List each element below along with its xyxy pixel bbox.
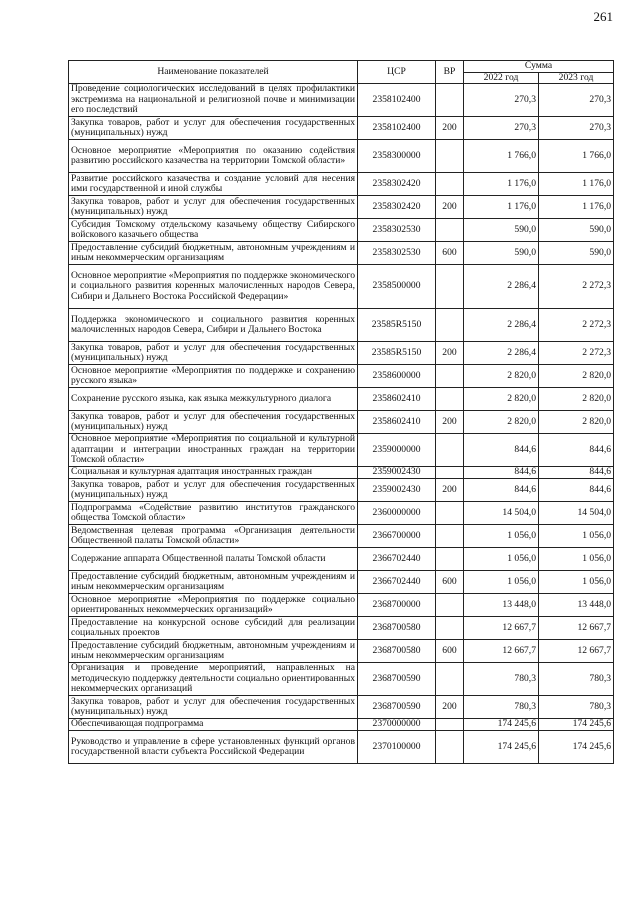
row-name: Предоставление на конкурсной основе субсидий для реализации социальных проектов bbox=[69, 617, 358, 640]
row-name: Основное мероприятие «Мероприятия по оказанию содействия развитию российского казачества на территории Томской области» bbox=[69, 140, 358, 173]
header-vr: ВР bbox=[436, 61, 464, 84]
budget-table bbox=[68, 60, 614, 764]
row-csr: 2366700000 bbox=[358, 525, 436, 548]
table-row bbox=[69, 696, 614, 719]
row-value-2023: 2 272,3 bbox=[539, 309, 614, 342]
table-row bbox=[69, 219, 614, 242]
table-row bbox=[69, 173, 614, 196]
row-name: Субсидия Томскому отдельскому казачьему обществу Сибирского войскового казачьего общества bbox=[69, 219, 358, 242]
row-name: Проведение социологических исследований в целях профилактики экстремизма на национальной и религиозной почве и минимизации его последствий bbox=[69, 84, 358, 117]
table-row bbox=[69, 365, 614, 388]
row-csr: 2368700580 bbox=[358, 640, 436, 663]
row-name: Поддержка экономического и социального развития коренных малочисленных народов Севера, Сибири и Дальнего Востока bbox=[69, 309, 358, 342]
table-row bbox=[69, 640, 614, 663]
row-value-2023: 1 176,0 bbox=[539, 173, 614, 196]
row-csr: 23585R5150 bbox=[358, 342, 436, 365]
row-vr bbox=[436, 84, 464, 117]
row-csr: 2370100000 bbox=[358, 731, 436, 764]
table-row bbox=[69, 502, 614, 525]
row-csr: 2358300000 bbox=[358, 140, 436, 173]
table-row bbox=[69, 411, 614, 434]
row-vr: 200 bbox=[436, 696, 464, 719]
row-csr: 2368700580 bbox=[358, 617, 436, 640]
row-csr: 2359002430 bbox=[358, 467, 436, 479]
row-value-2022: 1 176,0 bbox=[464, 196, 539, 219]
row-value-2022: 2 286,4 bbox=[464, 265, 539, 309]
row-value-2022: 13 448,0 bbox=[464, 594, 539, 617]
row-value-2023: 590,0 bbox=[539, 242, 614, 265]
row-value-2022: 12 667,7 bbox=[464, 640, 539, 663]
table-row bbox=[69, 140, 614, 173]
row-value-2023: 1 766,0 bbox=[539, 140, 614, 173]
table-row bbox=[69, 434, 614, 467]
row-vr: 600 bbox=[436, 571, 464, 594]
row-vr bbox=[436, 548, 464, 571]
row-value-2023: 14 504,0 bbox=[539, 502, 614, 525]
row-name: Руководство и управление в сфере установленных функций органов государственной власти субъекта Российской Федерации bbox=[69, 731, 358, 764]
row-name: Закупка товаров, работ и услуг для обеспечения государственных (муниципальных) нужд bbox=[69, 479, 358, 502]
row-csr: 2368700590 bbox=[358, 663, 436, 696]
row-value-2023: 844,6 bbox=[539, 467, 614, 479]
header-csr: ЦСР bbox=[358, 61, 436, 84]
row-csr: 2359000000 bbox=[358, 434, 436, 467]
row-vr: 200 bbox=[436, 196, 464, 219]
row-csr: 2368700590 bbox=[358, 696, 436, 719]
row-name: Закупка товаров, работ и услуг для обеспечения государственных (муниципальных) нужд bbox=[69, 196, 358, 219]
row-csr: 2358602410 bbox=[358, 388, 436, 411]
row-csr: 2358102400 bbox=[358, 84, 436, 117]
table-row bbox=[69, 731, 614, 764]
row-name: Основное мероприятие «Мероприятия по социальной и культурной адаптации и интеграции иностранных граждан на территории Томской области» bbox=[69, 434, 358, 467]
row-vr: 200 bbox=[436, 342, 464, 365]
row-value-2023: 590,0 bbox=[539, 219, 614, 242]
row-vr: 200 bbox=[436, 411, 464, 434]
table-row bbox=[69, 84, 614, 117]
row-value-2022: 844,6 bbox=[464, 479, 539, 502]
row-csr: 2358600000 bbox=[358, 365, 436, 388]
row-name: Основное мероприятие «Мероприятия по поддержке экономического и социального развития коренных малочисленных народов Севера, Сибири и Дальнего Востока Российской Федерации» bbox=[69, 265, 358, 309]
row-vr bbox=[436, 525, 464, 548]
row-value-2022: 2 820,0 bbox=[464, 411, 539, 434]
header-sum: Сумма bbox=[464, 61, 614, 73]
row-name: Развитие российского казачества и создание условий для несения ими государственной и иной службы bbox=[69, 173, 358, 196]
table-row bbox=[69, 571, 614, 594]
row-csr: 2358302420 bbox=[358, 196, 436, 219]
table-row bbox=[69, 479, 614, 502]
row-csr: 2358302420 bbox=[358, 173, 436, 196]
row-value-2022: 174 245,6 bbox=[464, 719, 539, 731]
row-value-2023: 780,3 bbox=[539, 663, 614, 696]
row-value-2023: 2 272,3 bbox=[539, 342, 614, 365]
row-value-2022: 590,0 bbox=[464, 242, 539, 265]
row-value-2023: 1 056,0 bbox=[539, 548, 614, 571]
row-value-2022: 1 056,0 bbox=[464, 525, 539, 548]
row-value-2022: 12 667,7 bbox=[464, 617, 539, 640]
row-value-2022: 2 286,4 bbox=[464, 342, 539, 365]
row-value-2022: 590,0 bbox=[464, 219, 539, 242]
row-name: Основное мероприятие «Мероприятия по поддержке социально ориентированных некоммерческих организаций» bbox=[69, 594, 358, 617]
row-name: Организация и проведение мероприятий, направленных на методическую поддержку деятельности социально ориентированных некоммерческих организаций bbox=[69, 663, 358, 696]
table-row bbox=[69, 467, 614, 479]
row-name: Закупка товаров, работ и услуг для обеспечения государственных (муниципальных) нужд bbox=[69, 342, 358, 365]
table-row bbox=[69, 309, 614, 342]
table-row bbox=[69, 663, 614, 696]
row-vr bbox=[436, 594, 464, 617]
row-value-2023: 2 820,0 bbox=[539, 411, 614, 434]
row-vr bbox=[436, 388, 464, 411]
header-year-2022: 2022 год bbox=[464, 72, 539, 84]
table-row bbox=[69, 196, 614, 219]
row-csr: 2368700000 bbox=[358, 594, 436, 617]
row-vr: 200 bbox=[436, 117, 464, 140]
row-value-2022: 1 056,0 bbox=[464, 548, 539, 571]
row-name: Основное мероприятие «Мероприятия по поддержке и сохранению русского языка» bbox=[69, 365, 358, 388]
row-value-2022: 270,3 bbox=[464, 117, 539, 140]
row-value-2023: 2 820,0 bbox=[539, 388, 614, 411]
row-value-2022: 14 504,0 bbox=[464, 502, 539, 525]
row-name: Ведомственная целевая программа «Организация деятельности Общественной палаты Томской области» bbox=[69, 525, 358, 548]
row-value-2023: 844,6 bbox=[539, 434, 614, 467]
row-value-2022: 1 056,0 bbox=[464, 571, 539, 594]
row-name: Обеспечивающая подпрограмма bbox=[69, 719, 358, 731]
row-csr: 2360000000 bbox=[358, 502, 436, 525]
row-value-2023: 12 667,7 bbox=[539, 640, 614, 663]
row-csr: 2358302530 bbox=[358, 219, 436, 242]
row-csr: 2358302530 bbox=[358, 242, 436, 265]
row-value-2022: 1 176,0 bbox=[464, 173, 539, 196]
header-year-2023: 2023 год bbox=[539, 72, 614, 84]
table-row bbox=[69, 242, 614, 265]
row-vr bbox=[436, 309, 464, 342]
table-row bbox=[69, 719, 614, 731]
row-name: Предоставление субсидий бюджетным, автономным учреждениям и иным некоммерческим организациям bbox=[69, 571, 358, 594]
row-value-2023: 1 176,0 bbox=[539, 196, 614, 219]
row-value-2022: 270,3 bbox=[464, 84, 539, 117]
table-body bbox=[69, 84, 614, 764]
header-name: Наименование показателей bbox=[69, 61, 358, 84]
row-vr: 200 bbox=[436, 479, 464, 502]
row-csr: 2366702440 bbox=[358, 571, 436, 594]
row-name: Предоставление субсидий бюджетным, автономным учреждениям и иным некоммерческим организациям bbox=[69, 640, 358, 663]
row-value-2022: 780,3 bbox=[464, 663, 539, 696]
table-row bbox=[69, 117, 614, 140]
row-value-2023: 1 056,0 bbox=[539, 525, 614, 548]
table-row bbox=[69, 617, 614, 640]
row-value-2023: 270,3 bbox=[539, 117, 614, 140]
row-name: Подпрограмма «Содействие развитию институтов гражданского общества Томской области» bbox=[69, 502, 358, 525]
row-value-2022: 174 245,6 bbox=[464, 731, 539, 764]
row-vr bbox=[436, 467, 464, 479]
row-value-2023: 2 820,0 bbox=[539, 365, 614, 388]
row-vr bbox=[436, 731, 464, 764]
row-value-2022: 2 820,0 bbox=[464, 388, 539, 411]
row-value-2023: 2 272,3 bbox=[539, 265, 614, 309]
row-csr: 2358500000 bbox=[358, 265, 436, 309]
table-row bbox=[69, 342, 614, 365]
row-name: Социальная и культурная адаптация иностранных граждан bbox=[69, 467, 358, 479]
row-vr: 600 bbox=[436, 640, 464, 663]
table-row bbox=[69, 525, 614, 548]
row-vr bbox=[436, 502, 464, 525]
row-csr: 2366702440 bbox=[358, 548, 436, 571]
row-value-2022: 844,6 bbox=[464, 467, 539, 479]
row-name: Закупка товаров, работ и услуг для обеспечения государственных (муниципальных) нужд bbox=[69, 411, 358, 434]
row-vr bbox=[436, 365, 464, 388]
row-name: Сохранение русского языка, как языка межкультурного диалога bbox=[69, 388, 358, 411]
row-csr: 2370000000 bbox=[358, 719, 436, 731]
row-value-2022: 1 766,0 bbox=[464, 140, 539, 173]
row-value-2023: 12 667,7 bbox=[539, 617, 614, 640]
row-value-2023: 174 245,6 bbox=[539, 719, 614, 731]
row-vr bbox=[436, 434, 464, 467]
row-value-2022: 844,6 bbox=[464, 434, 539, 467]
row-value-2022: 780,3 bbox=[464, 696, 539, 719]
row-vr bbox=[436, 663, 464, 696]
row-csr: 2359002430 bbox=[358, 479, 436, 502]
row-vr bbox=[436, 173, 464, 196]
table-row bbox=[69, 548, 614, 571]
row-value-2023: 1 056,0 bbox=[539, 571, 614, 594]
row-name: Содержание аппарата Общественной палаты Томской области bbox=[69, 548, 358, 571]
row-value-2023: 13 448,0 bbox=[539, 594, 614, 617]
row-value-2023: 844,6 bbox=[539, 479, 614, 502]
row-value-2023: 780,3 bbox=[539, 696, 614, 719]
table-row bbox=[69, 594, 614, 617]
row-vr: 600 bbox=[436, 242, 464, 265]
row-name: Закупка товаров, работ и услуг для обеспечения государственных (муниципальных) нужд bbox=[69, 696, 358, 719]
row-vr bbox=[436, 265, 464, 309]
row-vr bbox=[436, 617, 464, 640]
row-csr: 2358602410 bbox=[358, 411, 436, 434]
row-value-2022: 2 286,4 bbox=[464, 309, 539, 342]
row-vr bbox=[436, 719, 464, 731]
row-csr: 2358102400 bbox=[358, 117, 436, 140]
page-number: 261 bbox=[593, 9, 613, 24]
row-value-2023: 270,3 bbox=[539, 84, 614, 117]
row-value-2022: 2 820,0 bbox=[464, 365, 539, 388]
row-name: Закупка товаров, работ и услуг для обеспечения государственных (муниципальных) нужд bbox=[69, 117, 358, 140]
table-row bbox=[69, 388, 614, 411]
row-vr bbox=[436, 140, 464, 173]
row-csr: 23585R5150 bbox=[358, 309, 436, 342]
row-value-2023: 174 245,6 bbox=[539, 731, 614, 764]
table-row bbox=[69, 265, 614, 309]
row-vr bbox=[436, 219, 464, 242]
row-name: Предоставление субсидий бюджетным, автономным учреждениям и иным некоммерческим организациям bbox=[69, 242, 358, 265]
